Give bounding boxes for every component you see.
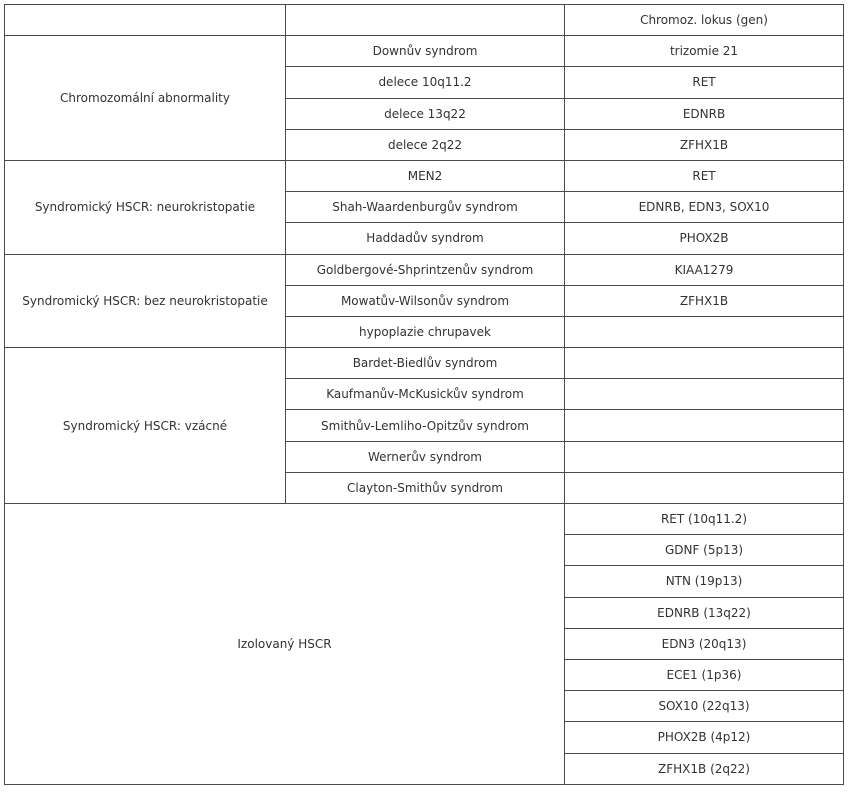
locus-cell: SOX10 (22q13) [565, 691, 844, 722]
category-cell: Izolovaný HSCR [5, 504, 565, 785]
condition-cell: MEN2 [286, 160, 565, 191]
locus-cell: PHOX2B (4p12) [565, 722, 844, 753]
condition-cell: Bardet-Biedlův syndrom [286, 348, 565, 379]
table-row [5, 160, 844, 191]
locus-cell [565, 441, 844, 472]
header-locus-cell: Chromoz. lokus (gen) [565, 5, 844, 36]
locus-cell: RET [565, 67, 844, 98]
condition-cell: Downův syndrom [286, 36, 565, 67]
locus-cell: ZFHX1B [565, 129, 844, 160]
locus-cell: RET [565, 160, 844, 191]
category-cell: Syndromický HSCR: neurokristopatie [5, 160, 286, 254]
table-row [5, 254, 844, 285]
locus-cell: trizomie 21 [565, 36, 844, 67]
locus-cell: EDNRB [565, 98, 844, 129]
table-row [5, 348, 844, 379]
locus-cell [565, 348, 844, 379]
condition-cell: Haddadův syndrom [286, 223, 565, 254]
locus-cell: EDN3 (20q13) [565, 628, 844, 659]
condition-cell: delece 13q22 [286, 98, 565, 129]
condition-cell: Goldbergové-Shprintzenův syndrom [286, 254, 565, 285]
hscr-genetics-table [4, 4, 844, 785]
locus-cell [565, 316, 844, 347]
condition-cell: hypoplazie chrupavek [286, 316, 565, 347]
locus-cell: EDNRB, EDN3, SOX10 [565, 192, 844, 223]
locus-cell: ECE1 (1p36) [565, 659, 844, 690]
category-cell: Syndromický HSCR: bez neurokristopatie [5, 254, 286, 348]
locus-cell: PHOX2B [565, 223, 844, 254]
condition-cell: Smithův-Lemliho-Opitzův syndrom [286, 410, 565, 441]
table-row [5, 36, 844, 67]
category-cell: Chromozomální abnormality [5, 36, 286, 161]
condition-cell: delece 10q11.2 [286, 67, 565, 98]
locus-cell: GDNF (5p13) [565, 535, 844, 566]
header-row [5, 5, 844, 36]
locus-cell [565, 410, 844, 441]
category-cell: Syndromický HSCR: vzácné [5, 348, 286, 504]
condition-cell: Kaufmanův-McKusickův syndrom [286, 379, 565, 410]
locus-cell: RET (10q11.2) [565, 504, 844, 535]
locus-cell [565, 379, 844, 410]
condition-cell: Mowatův-Wilsonův syndrom [286, 285, 565, 316]
condition-cell: Wernerův syndrom [286, 441, 565, 472]
locus-cell: KIAA1279 [565, 254, 844, 285]
condition-cell: delece 2q22 [286, 129, 565, 160]
locus-cell: EDNRB (13q22) [565, 597, 844, 628]
locus-cell: NTN (19p13) [565, 566, 844, 597]
table-row [5, 504, 844, 535]
table-container [4, 4, 844, 785]
condition-cell: Shah-Waardenburgův syndrom [286, 192, 565, 223]
locus-cell: ZFHX1B [565, 285, 844, 316]
locus-cell [565, 472, 844, 503]
header-category-cell [5, 5, 286, 36]
condition-cell: Clayton-Smithův syndrom [286, 472, 565, 503]
locus-cell: ZFHX1B (2q22) [565, 753, 844, 784]
header-condition-cell [286, 5, 565, 36]
